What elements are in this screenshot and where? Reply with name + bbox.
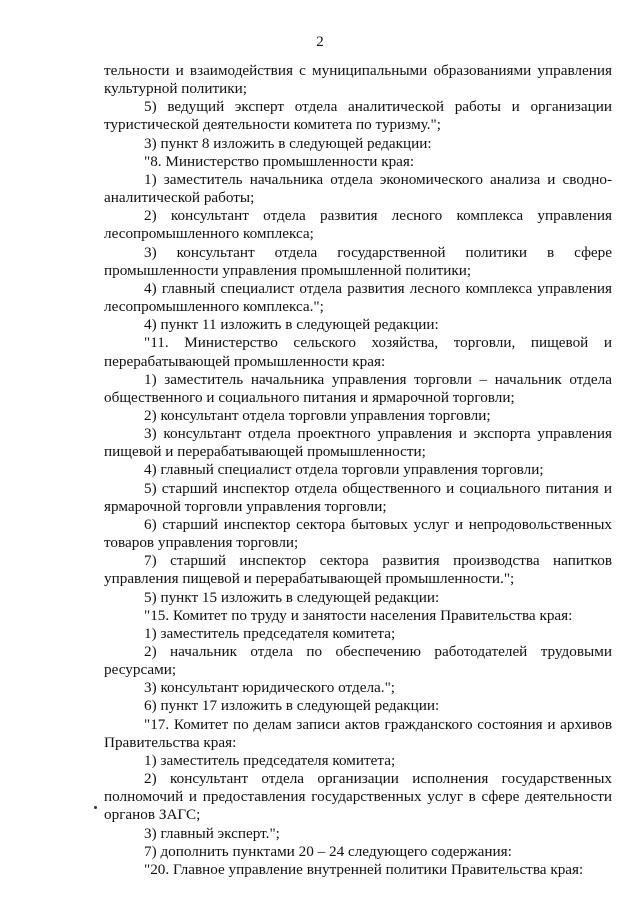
- paragraph: 1) заместитель начальника отдела экономического анализа и сводно-аналитической работы;: [104, 170, 612, 207]
- paragraph: "15. Комитет по труду и занятости населения Правительства края:: [144, 606, 573, 624]
- paragraph: 5) ведущий эксперт отдела аналитической работы и организации туристической деятельности комитета по туризму.";: [104, 98, 612, 134]
- document-body: [104, 62, 612, 879]
- scan-speck: [94, 806, 97, 809]
- paragraph: 2) консультант отдела организации исполнения государственных полномочий и предоставления государственных услуг в сфере деятельности органов ЗАГС;: [104, 770, 612, 824]
- paragraph: 3) консультант отдела проектного управления и экспорта управления пищевой и перерабатывающей промышленности;: [104, 425, 612, 461]
- paragraph: 2) начальник отдела по обеспечению работодателей трудовыми ресурсами;: [104, 643, 612, 679]
- paragraph: 3) главный эксперт.";: [144, 824, 280, 842]
- paragraph: 7) старший инспектор сектора развития производства напитков управления пищевой и перерабатывающей промышленности.";: [104, 552, 612, 588]
- paragraph: 1) заместитель председателя комитета;: [144, 751, 396, 769]
- paragraph: 7) дополнить пунктами 20 – 24 следующего содержания:: [144, 842, 512, 860]
- paragraph: 5) старший инспектор отдела общественного и социального питания и ярмарочной торговли управления торговли;: [104, 479, 612, 515]
- paragraph: "20. Главное управление внутренней политики Правительства края:: [144, 860, 584, 878]
- paragraph: 1) заместитель начальника управления торговли – начальник отдела общественного и социального питания и ярмарочной торговли;: [104, 370, 612, 406]
- paragraph: "17. Комитет по делам записи актов гражданского состояния и архивов Правительства края:: [104, 715, 612, 751]
- paragraph: 6) пункт 17 изложить в следующей редакции:: [144, 697, 440, 715]
- paragraph: 5) пункт 15 изложить в следующей редакции:: [144, 588, 440, 606]
- page-number: 2: [316, 34, 324, 50]
- paragraph: "11. Министерство сельского хозяйства, торговли, пищевой и перерабатывающей промышленности края:: [104, 334, 612, 370]
- paragraph: 3) пункт 8 изложить в следующей редакции:: [144, 134, 432, 152]
- paragraph: 6) старший инспектор сектора бытовых услуг и непродовольственных товаров управления торговли;: [104, 515, 612, 552]
- paragraph: "8. Министерство промышленности края:: [144, 152, 415, 170]
- paragraph: 2) консультант отдела развития лесного комплекса управления лесопромышленного комплекса;: [104, 207, 612, 243]
- paragraph: тельности и взаимодействия с муниципальными образованиями управления культурной политики;: [104, 62, 612, 98]
- paragraph: 2) консультант отдела торговли управления торговли;: [144, 406, 491, 424]
- paragraph: 3) консультант отдела государственной политики в сфере промышленности управления промышленной политики;: [104, 243, 612, 279]
- paragraph: 4) главный специалист отдела торговли управления торговли;: [144, 461, 544, 479]
- paragraph: 4) пункт 11 изложить в следующей редакции:: [144, 316, 439, 334]
- paragraph: 3) консультант юридического отдела.";: [144, 679, 395, 697]
- paragraph: 4) главный специалист отдела развития лесного комплекса управления лесопромышленного комплекса.";: [104, 279, 612, 316]
- paragraph: 1) заместитель председателя комитета;: [144, 624, 396, 642]
